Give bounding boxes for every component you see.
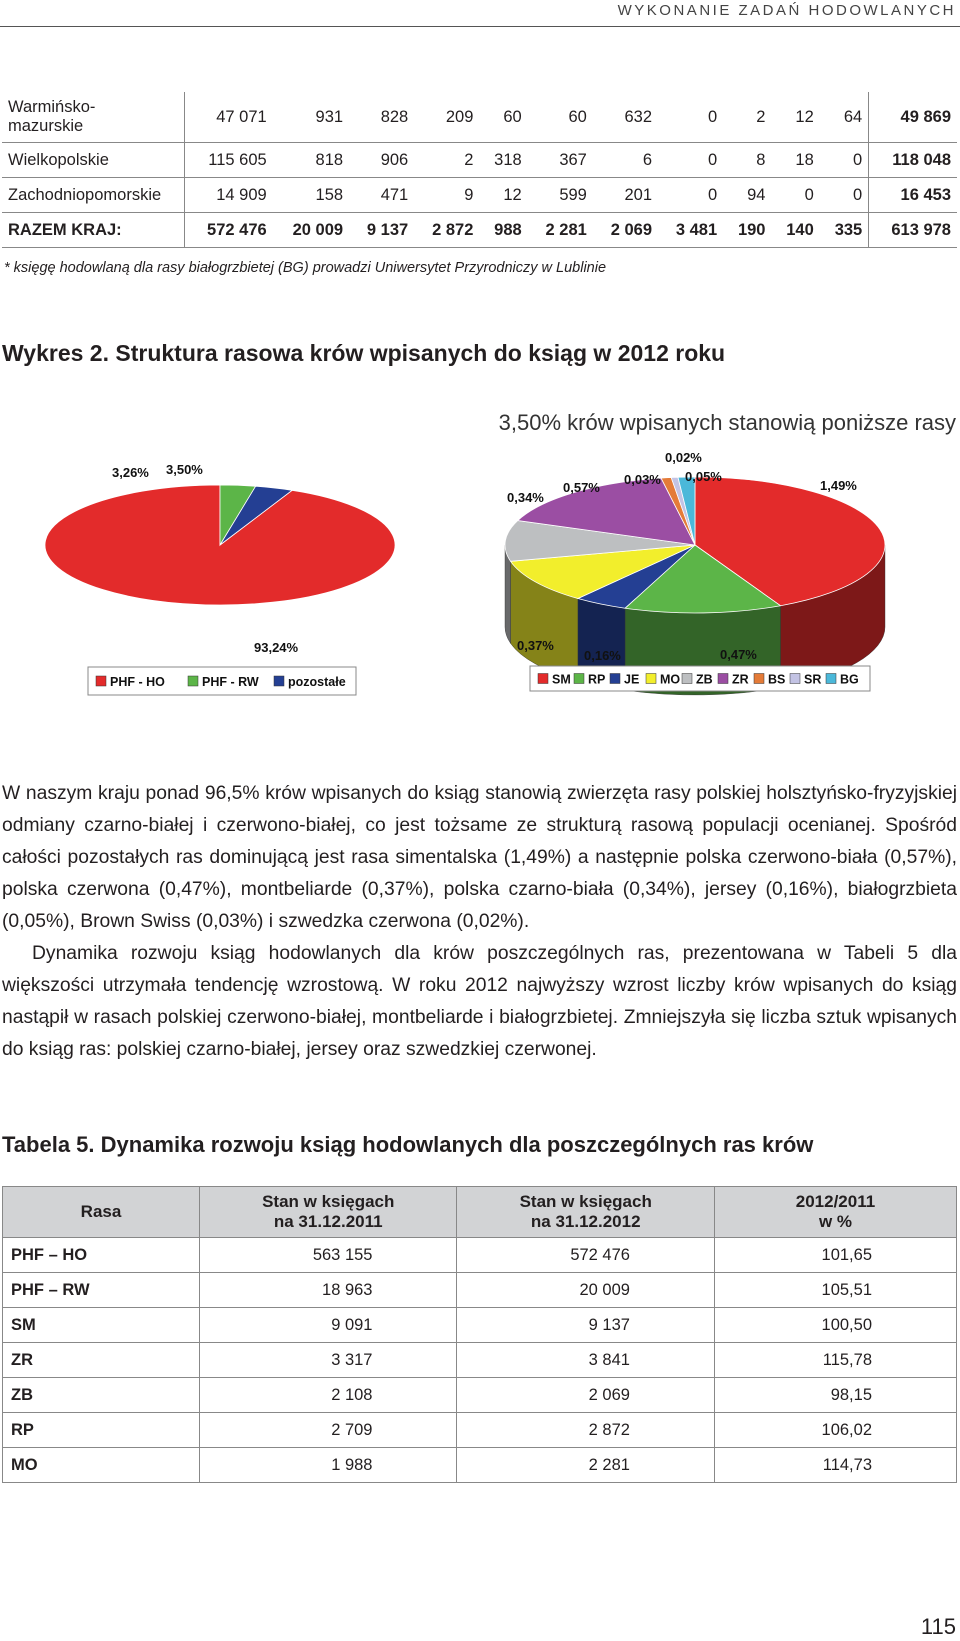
table-row <box>3 1378 957 1413</box>
table-cell: 101,65 <box>714 1238 956 1273</box>
table-cell: 12 <box>479 178 527 213</box>
table-cell: 60 <box>528 92 593 143</box>
paragraph-1: W naszym kraju ponad 96,5% krów wpisanych do ksiąg stanowią zwierzęta rasy polskiej holsztyńsko-fryzyjskiej odmiany czarno-białej i czerwono-białej, co jest tożsame ze strukturą rasową populacji ocenianej. Spośród całości pozostałych ras dominującą jest rasa simentalska (1,49%) a następnie polska czerwono-biała (0,57%), polska czerwona (0,47%), montbeliarde (0,37%), polska czarno-biała (0,34%), jersey (0,16%), białogrzbieta (0,05%), Brown Swiss (0,03%) i szwedzka czerwona (0,02%). <box>2 783 957 932</box>
legend-swatch <box>96 676 106 686</box>
table-header-row <box>3 1187 957 1238</box>
table-cell: 47 071 <box>185 92 273 143</box>
table-cell: 12 <box>771 92 819 143</box>
table-cell: 563 155 <box>200 1238 457 1273</box>
table-cell: 209 <box>414 92 479 143</box>
data-label: 93,24% <box>254 640 299 655</box>
legend-swatch <box>718 674 728 684</box>
table-cell: 115 605 <box>185 143 273 178</box>
data-label: 1,49% <box>820 478 857 493</box>
table-cell: 367 <box>528 143 593 178</box>
regional-breed-table <box>2 92 957 248</box>
table-cell: 98,15 <box>714 1378 956 1413</box>
data-label: 0,34% <box>507 490 544 505</box>
table-cell: 20 009 <box>457 1273 714 1308</box>
table-cell: 106,02 <box>714 1413 956 1448</box>
data-label: 0,47% <box>720 647 757 662</box>
table-cell: 190 <box>723 213 771 248</box>
legend-label: SR <box>804 672 822 687</box>
table-cell: 18 <box>771 143 819 178</box>
table-row <box>3 1448 957 1483</box>
table-cell: PHF – RW <box>3 1273 200 1308</box>
page-number: 115 <box>920 1614 956 1639</box>
table-cell: 2 069 <box>593 213 658 248</box>
table-cell: 2 872 <box>414 213 479 248</box>
table-cell: 9 091 <box>200 1308 457 1343</box>
legend-swatch <box>754 674 764 684</box>
table-cell: 9 137 <box>457 1308 714 1343</box>
table-cell: 201 <box>593 178 658 213</box>
legend-label: JE <box>624 672 640 687</box>
table-cell: 3 317 <box>200 1343 457 1378</box>
table-cell: 1 988 <box>200 1448 457 1483</box>
table-cell: 572 476 <box>185 213 273 248</box>
table-cell: 2 709 <box>200 1413 457 1448</box>
table-row <box>2 92 957 143</box>
data-label: 0,57% <box>563 480 600 495</box>
running-header: WYKONANIE ZADAŃ HODOWLANYCH <box>617 2 956 19</box>
legend-label: PHF - HO <box>110 675 165 689</box>
table-row <box>3 1238 957 1273</box>
table-cell: 2 <box>723 92 771 143</box>
table-cell: 931 <box>273 92 349 143</box>
table-cell: 613 978 <box>869 213 957 248</box>
legend-label: PHF - RW <box>202 675 259 689</box>
table-cell: 158 <box>273 178 349 213</box>
table-cell: PHF – HO <box>3 1238 200 1273</box>
minor-breeds-pie-chart <box>480 440 920 705</box>
legend-label: pozostałe <box>288 675 346 689</box>
footnote: * księgę hodowlaną dla rasy białogrzbietej (BG) prowadzi Uniwersytet Przyrodniczy w Lublinie <box>4 260 607 276</box>
table-cell: 8 <box>723 143 771 178</box>
data-label: 0,03% <box>624 472 661 487</box>
data-label: 0,02% <box>665 450 702 465</box>
table-cell: 2 108 <box>200 1378 457 1413</box>
table-cell: 6 <box>593 143 658 178</box>
table-cell: 818 <box>273 143 349 178</box>
table-cell: 599 <box>528 178 593 213</box>
legend-label: RP <box>588 672 606 687</box>
table-cell: 18 963 <box>200 1273 457 1308</box>
data-label: 3,50% <box>166 462 203 477</box>
table-cell: 3 481 <box>658 213 723 248</box>
table-row <box>3 1273 957 1308</box>
table-cell: 49 869 <box>869 92 957 143</box>
table5-title: Tabela 5. Dynamika rozwoju ksiąg hodowlanych dla poszczególnych ras krów <box>2 1132 814 1157</box>
table-cell: 828 <box>349 92 414 143</box>
data-label: 0,37% <box>517 638 554 653</box>
table-cell: SM <box>3 1308 200 1343</box>
table-cell: 9 137 <box>349 213 414 248</box>
legend-swatch <box>682 674 692 684</box>
table-cell: 20 009 <box>273 213 349 248</box>
table-cell: 64 <box>820 92 869 143</box>
table-cell: 0 <box>658 143 723 178</box>
table-row <box>3 1308 957 1343</box>
table-cell: 2 281 <box>528 213 593 248</box>
table-cell: 2012/2011 w % <box>714 1187 956 1238</box>
table-cell: 2 281 <box>457 1448 714 1483</box>
table-cell: Rasa <box>3 1187 200 1238</box>
table-cell: 471 <box>349 178 414 213</box>
legend-label: ZB <box>696 672 713 687</box>
breed-structure-pie-chart <box>40 455 420 705</box>
table-cell: 632 <box>593 92 658 143</box>
table-cell: 2 872 <box>457 1413 714 1448</box>
chart-subtitle: 3,50% krów wpisanych stanowią poniższe rasy <box>498 410 956 435</box>
table-row <box>3 1343 957 1378</box>
legend-swatch <box>188 676 198 686</box>
table-cell: 16 453 <box>869 178 957 213</box>
legend-swatch <box>274 676 284 686</box>
table-cell: ZB <box>3 1378 200 1413</box>
paragraph-2: Dynamika rozwoju ksiąg hodowlanych dla krów poszczególnych ras, prezentowana w Tabeli 5 dla większości utrzymała tendencję wzrostową. W roku 2012 najwyższy wzrost liczby krów wpisanych do ksiąg nastąpił w rasach polskiej czerwono-białej, montbeliarde i białogrzbietej. Zmniejszyła się liczba sztuk wpisanych do ksiąg ras: polskiej czarno-białej, jersey oraz szwedzkiej czerwonej. <box>2 943 957 1060</box>
table-row <box>2 143 957 178</box>
table-cell: 140 <box>771 213 819 248</box>
table-cell: 60 <box>479 92 527 143</box>
table-cell: 3 841 <box>457 1343 714 1378</box>
table-cell: 318 <box>479 143 527 178</box>
legend-swatch <box>610 674 620 684</box>
table-cell: 0 <box>771 178 819 213</box>
body-text <box>2 778 957 1066</box>
legend-label: MO <box>660 672 681 687</box>
table-cell: 100,50 <box>714 1308 956 1343</box>
table-cell: Wielkopolskie <box>2 143 185 178</box>
legend-label: ZR <box>732 672 749 687</box>
table-row <box>2 178 957 213</box>
table-row <box>3 1413 957 1448</box>
table-cell: 2 <box>414 143 479 178</box>
table-cell: 0 <box>658 92 723 143</box>
legend-swatch <box>574 674 584 684</box>
table-cell: 9 <box>414 178 479 213</box>
legend-label: BS <box>768 672 786 687</box>
table-cell: 14 909 <box>185 178 273 213</box>
legend-swatch <box>790 674 800 684</box>
legend-label: BG <box>840 672 859 687</box>
data-label: 0,05% <box>685 469 722 484</box>
legend-swatch <box>538 674 548 684</box>
table-cell: Zachodniopomorskie <box>2 178 185 213</box>
table-cell: 2 069 <box>457 1378 714 1413</box>
table-cell: Warmińsko- mazurskie <box>2 92 185 143</box>
legend-swatch <box>646 674 656 684</box>
table-cell: 115,78 <box>714 1343 956 1378</box>
table-cell: 105,51 <box>714 1273 956 1308</box>
table-cell: 94 <box>723 178 771 213</box>
table-cell: 0 <box>820 143 869 178</box>
table-cell: 906 <box>349 143 414 178</box>
table-cell: 335 <box>820 213 869 248</box>
legend-label: SM <box>552 672 571 687</box>
table-cell: 988 <box>479 213 527 248</box>
legend-swatch <box>826 674 836 684</box>
table-cell: MO <box>3 1448 200 1483</box>
header-rule <box>0 26 960 27</box>
data-label: 3,26% <box>112 465 149 480</box>
table-row <box>2 213 957 248</box>
table-cell: 0 <box>820 178 869 213</box>
data-label: 0,16% <box>584 648 621 663</box>
table-cell: RAZEM KRAJ: <box>2 213 185 248</box>
table-cell: Stan w księgach na 31.12.2011 <box>200 1187 457 1238</box>
breed-dynamics-table <box>2 1186 957 1483</box>
table-cell: RP <box>3 1413 200 1448</box>
table-cell: 118 048 <box>869 143 957 178</box>
chart-title: Wykres 2. Struktura rasowa krów wpisanych do ksiąg w 2012 roku <box>2 340 726 366</box>
table-cell: Stan w księgach na 31.12.2012 <box>457 1187 714 1238</box>
table-cell: ZR <box>3 1343 200 1378</box>
table-cell: 0 <box>658 178 723 213</box>
table-cell: 572 476 <box>457 1238 714 1273</box>
table-cell: 114,73 <box>714 1448 956 1483</box>
